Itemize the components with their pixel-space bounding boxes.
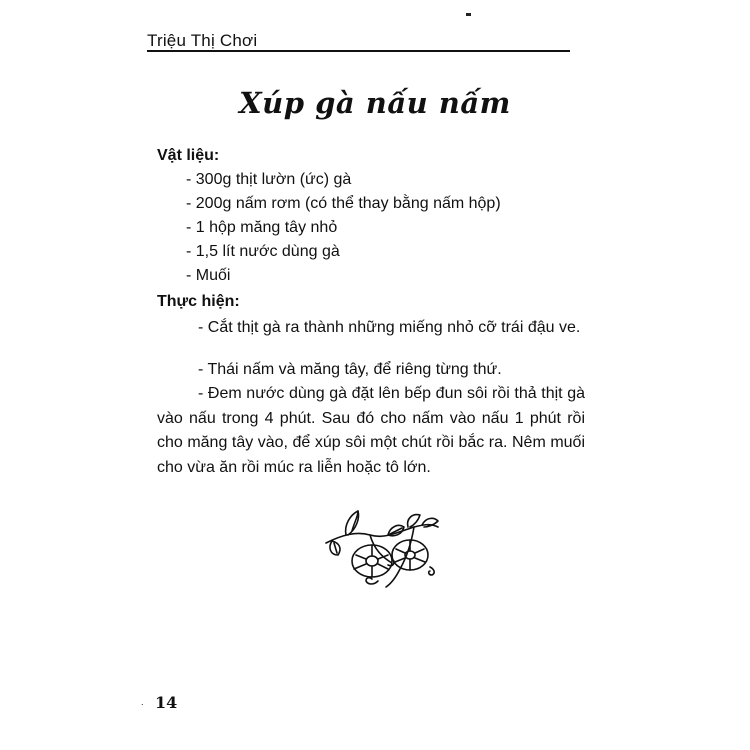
scan-mark <box>466 13 471 16</box>
ingredient-item: - 300g thịt lườn (ức) gà <box>186 171 352 188</box>
ingredient-item: - 1,5 lít nước dùng gà <box>186 243 340 260</box>
recipe-title: Xúp gà nấu nấm <box>239 86 511 120</box>
method-step: - Đem nước dùng gà đặt lên bếp đun sôi rồi thả thịt gà vào nấu trong 4 phút. Sau đó cho nấm vào nấu 1 phút rồi cho măng tây vào, để xúp sôi một chút rồi bắc ra. Nêm muối cho vừa ăn rồi múc ra liễn hoặc tô lớn. <box>157 385 585 476</box>
method-step: - Thái nấm và măng tây, để riêng từng thứ. <box>198 361 502 378</box>
header-rule <box>147 50 570 52</box>
method-heading: Thực hiện: <box>157 293 240 310</box>
ingredients-heading: Vật liệu: <box>157 147 220 164</box>
morning-glory-flower-icon <box>322 505 442 590</box>
ingredient-item: - Muối <box>186 267 231 284</box>
page-mark: . <box>141 697 144 707</box>
page-number: 14 <box>155 693 178 712</box>
method-step: - Cắt thịt gà ra thành những miếng nhỏ cỡ trái đậu ve. <box>198 319 581 336</box>
ingredient-item: - 200g nấm rơm (có thể thay bằng nấm hộp) <box>186 195 501 212</box>
ingredient-item: - 1 hộp măng tây nhỏ <box>186 219 338 236</box>
running-header: Triệu Thị Chơi <box>147 31 258 50</box>
